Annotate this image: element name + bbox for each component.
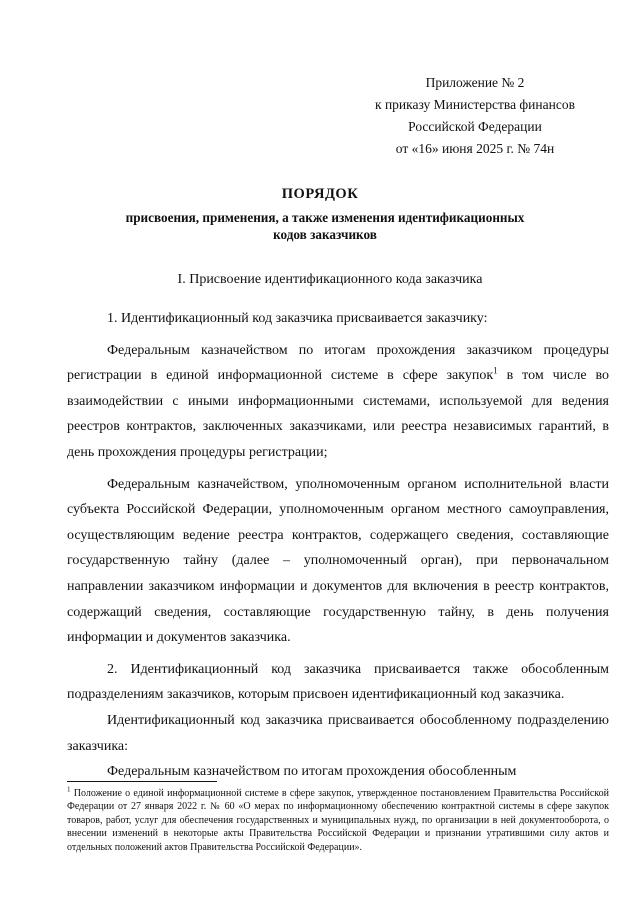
document-title: ПОРЯДОК xyxy=(281,186,359,202)
appendix-country: Российской Федерации xyxy=(408,119,542,134)
appendix-block xyxy=(355,72,595,160)
paragraph-2-text-a: Федеральным казначейством по итогам прохождения заказчиком процедуры регистрации в единой информационной системе в сфере закупок xyxy=(67,342,609,384)
paragraph-2 xyxy=(67,338,609,466)
document-subtitle xyxy=(90,209,560,243)
paragraph-4: 2. Идентификационный код заказчика присваивается также обособленным подразделениям заказчиков, которым присвоен идентификационный код заказчика. xyxy=(67,661,609,703)
appendix-date: от «16» июня 2025 г. № 74н xyxy=(395,141,555,156)
paragraph-5: Идентификационный код заказчика присваивается обособленному подразделению заказчика: xyxy=(67,712,609,754)
footnote-number: 1 xyxy=(67,785,71,794)
footnote xyxy=(67,787,609,854)
paragraph-3: Федеральным казначейством, уполномоченным органом исполнительной власти субъекта Российской Федерации, уполномоченным органом местного самоуправления, осуществляющим ведение реестра контрактов, содержащего сведения, составляющие государственную тайну (далее – уполномоченный орган), при первоначальном направлении заказчиком информации и документов для включения в реестр контрактов, содержащий сведения, составляющие государственную тайну, в день получения информации и документов заказчика. xyxy=(67,476,609,646)
appendix-order-ref: к приказу Министерства финансов xyxy=(375,97,575,112)
subtitle-line-1: присвоения, применения, а также изменения идентификационных xyxy=(125,210,525,225)
paragraph-6: Федеральным казначейством по итогам прохождения обособленным xyxy=(107,764,517,780)
footnote-divider xyxy=(67,781,217,782)
paragraph-2-text-b: в том числе во взаимодействии с иными информационными системами, используемой для ведения реестров контрактов, заключенных заказчиками, или реестра независимых гарантий, в день прохождения процедуры регистрации; xyxy=(67,368,610,460)
paragraph-1: 1. Идентификационный код заказчика присваивается заказчику: xyxy=(107,311,488,326)
footnote-reference: 1 xyxy=(493,365,498,376)
body-text xyxy=(67,306,609,785)
section-heading: I. Присвоение идентификационного кода заказчика xyxy=(177,272,483,287)
appendix-number: Приложение № 2 xyxy=(425,75,525,90)
subtitle-line-2: кодов заказчиков xyxy=(273,227,377,242)
footnote-text: Положение о единой информационной системе в сфере закупок, утвержденное постановлением Правительства Российской Федерации от 27 января 2022 г. № 60 «О мерах по информационному обеспечению контрактной системы в сфере закупок товаров, работ, услуг для обеспечения государственных и муниципальных нужд, по организации в ней документооборота, о внесении изменений в некоторые акты Правительства Российской Федерации и признании утратившими силу актов и отдельных положений актов Правительства Российской Федерации». xyxy=(67,788,609,853)
